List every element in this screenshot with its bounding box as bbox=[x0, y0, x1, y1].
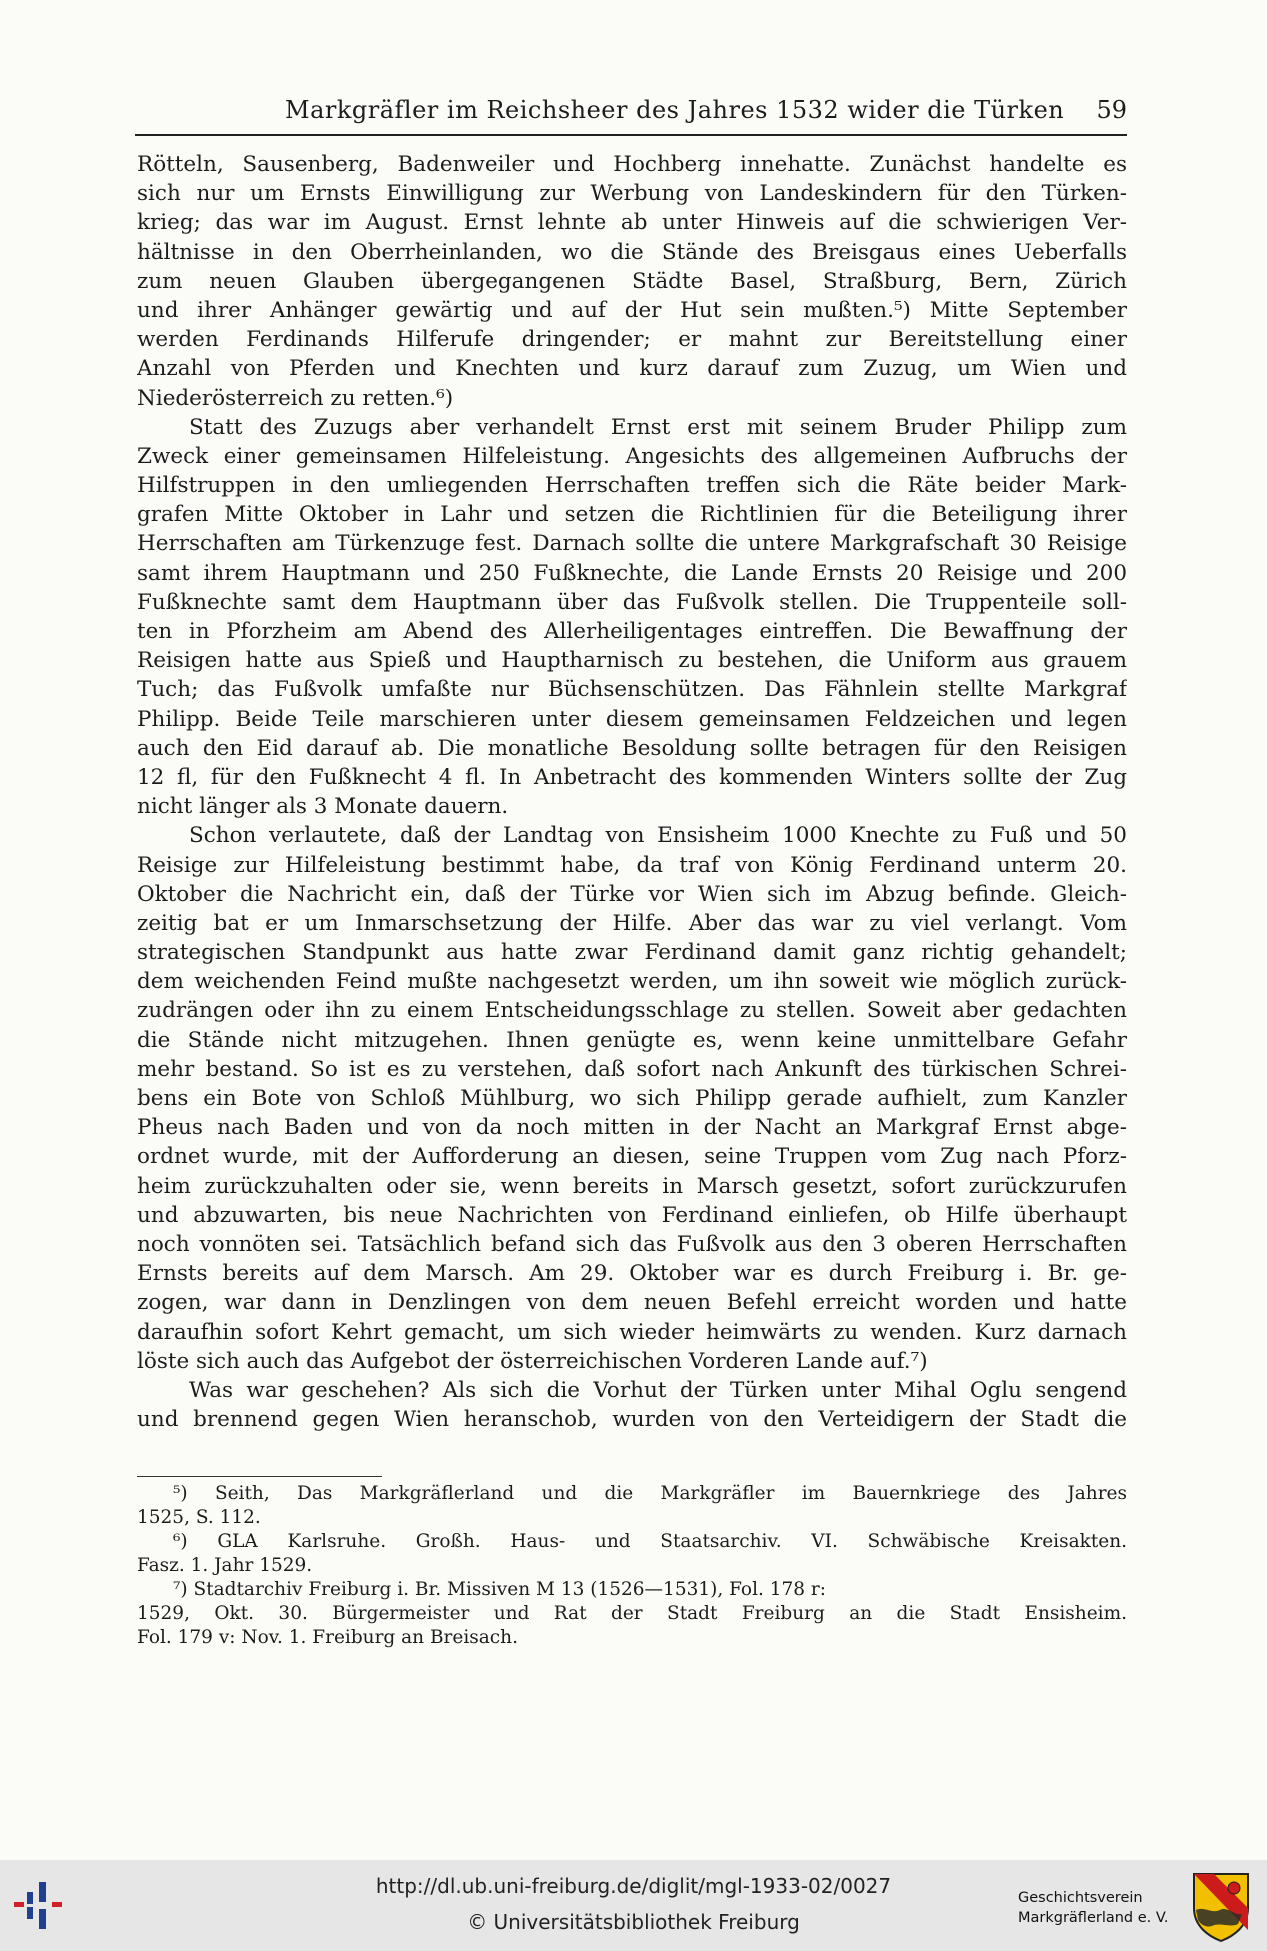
text-line: Hilfstruppen in den umliegenden Herrschaften treffen sich die Räte beider Mark- bbox=[137, 473, 1127, 499]
text-line: dem weichenden Feind mußte nachgesetzt werden, um ihn soweit wie möglich zurück- bbox=[137, 969, 1127, 995]
text-line: Fußknechte samt dem Hauptmann über das Fußvolk stellen. Die Truppenteile soll- bbox=[137, 589, 1127, 615]
text-line: noch vonnöten sei. Tatsächlich befand sich das Fußvolk aus den 3 oberen Herrschaften bbox=[137, 1231, 1127, 1257]
text-line: und abzuwarten, bis neue Nachrichten von Ferdinand einliefen, ob Hilfe überhaupt bbox=[137, 1202, 1127, 1228]
footnote-line: 1525, S. 112. bbox=[137, 1507, 261, 1528]
text-line: Was war geschehen? Als sich die Vorhut der Türken unter Mihal Oglu sengend bbox=[189, 1377, 1127, 1403]
text-line: und ihrer Anhänger gewärtig und auf der Hut sein mußten.⁵) Mitte September bbox=[137, 297, 1127, 323]
text-line: werden Ferdinands Hilferufe dringender; er mahnt zur Bereitstellung einer bbox=[137, 327, 1127, 353]
text-line: auch den Eid darauf ab. Die monatliche Besoldung sollte betragen für den Reisigen bbox=[137, 735, 1127, 761]
society-name-line2: Markgräflerland e. V. bbox=[1018, 1910, 1169, 1926]
text-line: bens ein Bote von Schloß Mühlburg, wo sich Philipp gerade aufhielt, zum Kanzler bbox=[137, 1086, 1127, 1111]
society-name-line1: Geschichtsverein bbox=[1018, 1890, 1143, 1906]
text-line: heim zurückzuhalten oder sie, wenn bereits in Marsch gesetzt, sofort zurückzurufen bbox=[137, 1173, 1127, 1199]
running-title: Markgräfler im Reichsheer des Jahres 1532 wider die Türken bbox=[285, 96, 1065, 124]
text-line: löste sich auch das Aufgebot der österreichischen Vorderen Lande auf.⁷) bbox=[137, 1348, 928, 1374]
text-line: Zweck einer gemeinsamen Hilfeleistung. Angesichts des allgemeinen Aufbruchs der bbox=[137, 443, 1127, 469]
text-line: zogen, war dann in Denzlingen von dem neuen Befehl erreicht worden und hatte bbox=[137, 1290, 1127, 1316]
text-line: ten in Pforzheim am Abend des Allerheiligentages eintreffen. Die Bewaffnung der bbox=[137, 619, 1127, 644]
text-line: daraufhin sofort Kehrt gemacht, um sich wieder heimwärts zu wenden. Kurz darnach bbox=[137, 1319, 1127, 1345]
copyright-notice: © Universitätsbibliothek Freiburg bbox=[467, 1910, 800, 1934]
text-line: strategischen Standpunkt aus hatte zwar Ferdinand damit ganz richtig gehandelt; bbox=[137, 940, 1127, 966]
text-line: Herrschaften am Türkenzuge fest. Darnach sollte die untere Markgrafschaft 30 Reisige bbox=[137, 531, 1127, 557]
page-number: 59 bbox=[1096, 96, 1127, 124]
footnote-line: ⁵) Seith, Das Markgräflerland und die Markgräfler im Bauernkriege des Jahres bbox=[173, 1483, 1127, 1504]
text-line: Philipp. Beide Teile marschieren unter diesem gemeinsamen Feldzeichen und legen bbox=[137, 706, 1127, 732]
text-line: 12 fl, für den Fußknecht 4 fl. In Anbetracht des kommenden Winters sollte der Zug bbox=[137, 764, 1127, 790]
footnote-line: Fol. 179 v: Nov. 1. Freiburg an Breisach. bbox=[137, 1627, 518, 1648]
text-line: krieg; das war im August. Ernst lehnte ab unter Hinweis auf die schwierigen Ver- bbox=[137, 210, 1127, 236]
permalink-url[interactable]: http://dl.ub.uni-freiburg.de/diglit/mgl-1933-02/0027 bbox=[375, 1874, 892, 1898]
text-line: Reisige zur Hilfeleistung bestimmt habe, da traf von König Ferdinand unterm 20. bbox=[137, 852, 1127, 878]
text-line: mehr bestand. So ist es zu verstehen, daß sofort nach Ankunft des türkischen Schrei- bbox=[137, 1056, 1127, 1082]
text-line: Reisigen hatte aus Spieß und Hauptharnisch zu bestehen, die Uniform aus grauem bbox=[137, 648, 1127, 674]
text-line: zum neuen Glauben übergegangenen Städte Basel, Straßburg, Bern, Zürich bbox=[137, 268, 1127, 294]
text-line: sich nur um Ernsts Einwilligung zur Werbung von Landeskindern für den Türken- bbox=[137, 181, 1127, 207]
text-line: die Stände nicht mitzugehen. Ihnen genügte es, wenn keine unmittelbare Gefahr bbox=[137, 1027, 1127, 1053]
text-line: nicht länger als 3 Monate dauern. bbox=[137, 794, 509, 820]
footnote-line: ⁷) Stadtarchiv Freiburg i. Br. Missiven M 13 (1526—1531), Fol. 178 r: bbox=[173, 1579, 827, 1600]
text-line: ordnet wurde, mit der Aufforderung an diesen, seine Truppen vom Zug nach Pforz- bbox=[137, 1144, 1127, 1170]
footnote-line: Fasz. 1. Jahr 1529. bbox=[137, 1555, 313, 1576]
running-head bbox=[135, 94, 1127, 136]
text-line: Tuch; das Fußvolk umfaßte nur Büchsenschützen. Das Fähnlein stellte Markgraf bbox=[137, 677, 1127, 703]
text-line: samt ihrem Hauptmann und 250 Fußknechte, die Lande Ernsts 20 Reisige und 200 bbox=[137, 560, 1127, 586]
text-line: Niederösterreich zu retten.⁶) bbox=[137, 385, 454, 411]
text-line: Oktober die Nachricht ein, daß der Türke vor Wien sich im Abzug befinde. Gleich- bbox=[137, 881, 1127, 907]
text-line: und brennend gegen Wien heranschob, wurden von den Verteidigern der Stadt die bbox=[137, 1407, 1127, 1433]
text-line: Pheus nach Baden und von da noch mitten in der Nacht an Markgraf Ernst abge- bbox=[137, 1115, 1127, 1141]
footnote-line: ⁶) GLA Karlsruhe. Großh. Haus- und Staatsarchiv. VI. Schwäbische Kreisakten. bbox=[173, 1531, 1127, 1552]
text-line: Rötteln, Sausenberg, Badenweiler und Hochberg innehatte. Zunächst handelte es bbox=[137, 152, 1127, 177]
text-line: Schon verlautete, daß der Landtag von Ensisheim 1000 Knechte zu Fuß und 50 bbox=[189, 823, 1127, 849]
body-text bbox=[137, 150, 1127, 1434]
footnote-separator bbox=[137, 1476, 382, 1477]
text-line: Ernsts bereits auf dem Marsch. Am 29. Oktober war es durch Freiburg i. Br. ge- bbox=[137, 1261, 1127, 1287]
viewer-footer bbox=[0, 1860, 1267, 1951]
coat-of-arms-icon[interactable] bbox=[1190, 1870, 1252, 1944]
text-line: zeitig bat er um Inmarschsetzung der Hilfe. Aber das war zu viel verlangt. Vom bbox=[137, 910, 1127, 936]
text-line: zudrängen oder ihn zu einem Entscheidungsschlage zu stellen. Soweit aber gedachten bbox=[137, 998, 1127, 1024]
text-line: Anzahl von Pferden und Knechten und kurz darauf zum Zuzug, um Wien und bbox=[137, 356, 1127, 382]
text-line: Statt des Zuzugs aber verhandelt Ernst erst mit seinem Bruder Philipp zum bbox=[189, 414, 1127, 440]
text-line: hältnisse in den Oberrheinlanden, wo die Stände des Breisgaus eines Ueberfalls bbox=[137, 239, 1127, 265]
text-line: grafen Mitte Oktober in Lahr und setzen die Richtlinien für die Beteiligung ihrer bbox=[137, 502, 1127, 528]
footnote-line: 1529, Okt. 30. Bürgermeister und Rat der Stadt Freiburg an die Stadt Ensisheim. bbox=[137, 1603, 1127, 1624]
footnotes bbox=[137, 1482, 1127, 1650]
